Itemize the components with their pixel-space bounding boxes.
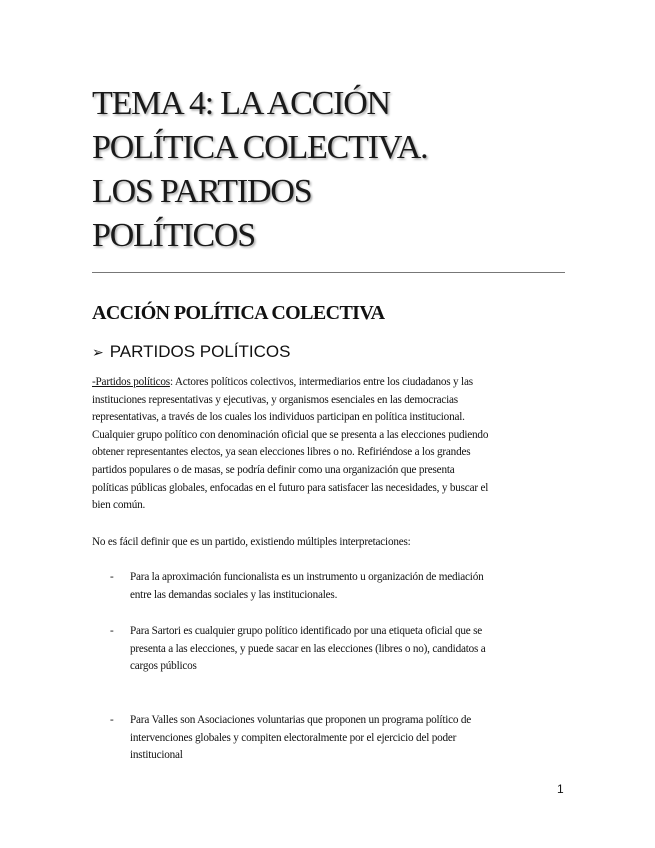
subsection-heading (92, 342, 290, 362)
section-heading: ACCIÓN POLÍTICA COLECTIVA (92, 302, 385, 324)
list-dash: - (110, 625, 114, 637)
paragraph-line: instituciones representativas y ejecutivas, y organismos esenciales en las democracias (92, 393, 458, 406)
definition-paragraph (92, 374, 567, 515)
title-line: POLÍTICA COLECTIVA. (92, 129, 428, 166)
arrow-bullet-icon: ➢ (92, 344, 104, 360)
list-item-line: Para la aproximación funcionalista es un instrumento u organización de mediación (130, 571, 484, 583)
paragraph-line: No es fácil definir que es un partido, existiendo múltiples interpretaciones: (92, 536, 411, 548)
list-dash: - (110, 571, 114, 583)
title-divider (92, 272, 565, 273)
intro-paragraph (92, 534, 567, 552)
paragraph-line (92, 374, 567, 392)
list-item-line: Para Sartori es cualquier grupo político identificado por una etiqueta oficial que se (130, 625, 483, 637)
paragraph-line: partidos populares o de masas, se podría definir como una organización que presenta (92, 463, 455, 476)
list-item-line: institucional (130, 749, 183, 762)
list-item-line: Para Valles son Asociaciones voluntarias que proponen un programa político de (130, 714, 472, 726)
title-line: LOS PARTIDOS (92, 173, 312, 210)
definition-text: : Actores políticos colectivos, intermediarios entre los ciudadanos y las (169, 376, 473, 388)
list-item (130, 712, 550, 765)
title-line: TEMA 4: LA ACCIÓN (92, 85, 390, 122)
list-item-line: entre las demandas sociales y las institucionales. (130, 588, 338, 601)
list-item-line: presenta a las elecciones, y puede sacar en las elecciones (libres o no), candidatos a (130, 642, 486, 655)
list-item-line: cargos públicos (130, 660, 197, 673)
document-title (92, 82, 572, 258)
subsection-heading-text: PARTIDOS POLÍTICOS (109, 342, 291, 361)
defined-term: -Partidos políticos (92, 376, 170, 388)
paragraph-line: bien común. (92, 499, 146, 512)
paragraph-line: representativas, a través de los cuales los individuos participan en política institucional. (92, 411, 465, 424)
paragraph-line: Cualquier grupo político con denominación oficial que se presenta a las elecciones pudiendo (92, 428, 489, 441)
list-item (130, 623, 550, 676)
list-dash: - (110, 714, 114, 726)
list-item (130, 569, 550, 604)
title-line: POLÍTICOS (92, 217, 255, 254)
list-item-line: intervenciones globales y compiten electoralmente por el ejercicio del poder (130, 731, 457, 744)
paragraph-line: obtener representantes electos, ya sean elecciones libres o no. Refiriéndose a los grandes (92, 446, 471, 459)
paragraph-line: políticas públicas globales, enfocadas en el futuro para satisfacer las necesidades, y buscar el (92, 481, 489, 494)
page-number: 1 (557, 782, 564, 796)
